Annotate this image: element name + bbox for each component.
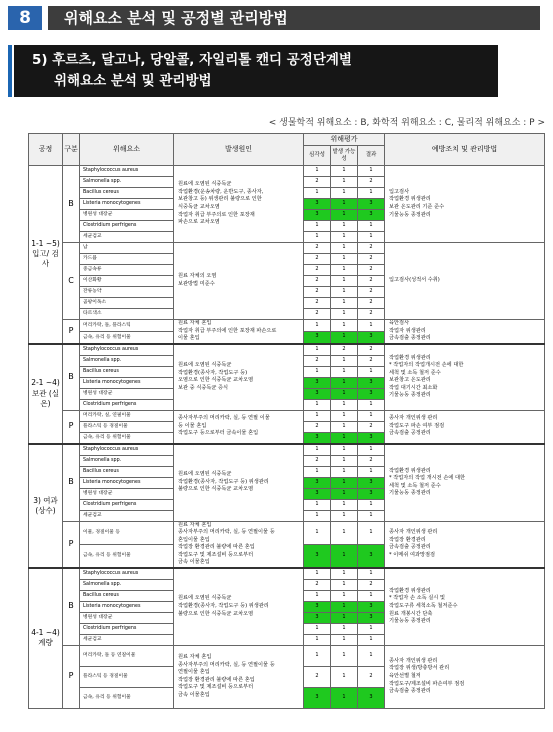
hazard-name-cell: Salmonella spp. <box>80 355 174 366</box>
likelihood-cell: 1 <box>331 488 358 499</box>
cause-cell: 종사자부주의 머리카락, 실, 등 연필 이물 등 이물 혼입 작업도구 등으로부터 금속이물 혼입 <box>174 410 304 444</box>
subsection-title-box <box>14 45 498 97</box>
result-cell: 1 <box>358 410 385 421</box>
result-cell: 1 <box>358 568 385 580</box>
table-row <box>29 410 545 421</box>
severity-cell: 1 <box>304 466 331 477</box>
table-row <box>29 444 545 456</box>
measure-cell: 작업환경 위생관리 * 작업자의 작업개시전 손에 대한 세척 및 소독 철저 준수 보관창고 온도관리 작업 대기시간 최소화 기물능동 종정관리 <box>385 344 545 411</box>
hazard-name-cell: Staphylococcus aureus <box>80 568 174 580</box>
result-cell: 1 <box>358 444 385 456</box>
likelihood-cell: 1 <box>331 510 358 521</box>
table-body <box>29 166 545 709</box>
result-cell: 3 <box>358 377 385 388</box>
result-cell: 1 <box>358 623 385 634</box>
result-cell: 3 <box>358 488 385 499</box>
severity-cell: 2 <box>304 298 331 309</box>
likelihood-cell: 1 <box>331 377 358 388</box>
hazard-name-cell: Salmonella spp. <box>80 455 174 466</box>
result-cell: 1 <box>358 521 385 544</box>
measure-cell: 작업환경 위생관리 * 작업자의 작업 개시전 손에 대한 세척 및 소독 철저 준수 기물능동 종정관리 <box>385 444 545 522</box>
cause-cell: 원료 자체 혼입 종사자부주의 머리카락, 실, 등 연필이물 등 연필이물 혼입 작업장 환경관리 불량에 따른 혼입 작업도구 및 제조설비 등으로부터 금속 이물혼입 <box>174 645 304 708</box>
hazard-name-cell: Salmonella spp. <box>80 579 174 590</box>
severity-cell: 2 <box>304 455 331 466</box>
subsection-header <box>8 45 538 97</box>
measure-cell: 입고검사(성적서 수취) <box>385 243 545 320</box>
header-cause: 발생원인 <box>174 134 304 166</box>
hazard-name-cell: Staphylococcus aureus <box>80 344 174 356</box>
severity-cell: 1 <box>304 188 331 199</box>
table-row <box>29 344 545 356</box>
subsection-title-line1: 5) 후르츠, 달고나, 당알콜, 자일리톨 캔디 공정단계별 <box>32 52 352 68</box>
likelihood-cell: 1 <box>331 421 358 432</box>
severity-cell: 2 <box>304 579 331 590</box>
cause-cell: 원료 자체 혼입 작업자 취급 부주의에 인한 포장재 파손으로 이물 혼입 <box>174 320 304 344</box>
severity-cell: 1 <box>304 166 331 177</box>
severity-cell: 1 <box>304 645 331 666</box>
hazard-name-cell: Bacillus cereus <box>80 188 174 199</box>
result-cell: 2 <box>358 421 385 432</box>
table-row <box>29 521 545 544</box>
hazard-class-cell: B <box>63 444 80 522</box>
likelihood-cell: 1 <box>331 320 358 332</box>
severity-cell: 2 <box>304 309 331 320</box>
likelihood-cell: 1 <box>331 166 358 177</box>
hazard-name-cell: 타르색소 <box>80 309 174 320</box>
cause-cell: 원료에 오염된 식중독균 작업환경(종사자, 작업도구 등) 위생관리 불량으로 인한 식중독균 교차오염 <box>174 444 304 522</box>
hazard-name-cell: Listeria monocytogenes <box>80 477 174 488</box>
process-stage-cell: 1-1 ~5) 입고/ 검사 <box>29 166 63 344</box>
table-row <box>29 320 545 332</box>
section-title: 위해요소 분석 및 공정별 관리방법 <box>48 6 540 30</box>
severity-cell: 1 <box>304 344 331 356</box>
hazard-class-cell: P <box>63 521 80 568</box>
severity-cell: 3 <box>304 687 331 708</box>
likelihood-cell: 1 <box>331 499 358 510</box>
likelihood-cell: 1 <box>331 298 358 309</box>
cause-cell: 원료 자체 혼입 종사자부주의 머리카락, 실, 등 연필이물 등 혼입이물 혼입 작업장 환경관리 불량에 따른 혼입 작업도구 및 제조설비 등으로부터 금속 이물혼입 <box>174 521 304 568</box>
table-row <box>29 568 545 580</box>
hazard-name-cell: 플라스틱 등 경질이물 <box>80 666 174 687</box>
hazard-legend: < 생물학적 위해요소 : B, 화학적 위해요소 : C, 물리적 위해요소 : P > <box>268 118 545 128</box>
severity-cell: 1 <box>304 510 331 521</box>
hazard-class-cell: B <box>63 568 80 646</box>
likelihood-cell: 1 <box>331 579 358 590</box>
likelihood-cell: 1 <box>331 568 358 580</box>
likelihood-cell: 1 <box>331 477 358 488</box>
hazard-name-cell: Bacillus cereus <box>80 366 174 377</box>
likelihood-cell: 1 <box>331 410 358 421</box>
result-cell: 1 <box>358 634 385 645</box>
severity-cell: 1 <box>304 634 331 645</box>
severity-cell: 2 <box>304 276 331 287</box>
likelihood-cell: 1 <box>331 287 358 298</box>
likelihood-cell: 1 <box>331 634 358 645</box>
process-stage-cell: 4-1 ~4) 계량 <box>29 568 63 709</box>
hazard-name-cell: 금속, 유리 등 위험이물 <box>80 544 174 567</box>
hazard-name-cell: 세균검교 <box>80 510 174 521</box>
severity-cell: 1 <box>304 444 331 456</box>
result-cell: 1 <box>358 366 385 377</box>
severity-cell: 2 <box>304 421 331 432</box>
subsection-accent-bar <box>8 45 12 97</box>
hazard-name-cell: 금속, 유리 등 위험이물 <box>80 432 174 444</box>
subsection-title-line2: 위해요소 분석 및 관리방법 <box>54 73 212 89</box>
likelihood-cell: 1 <box>331 254 358 265</box>
cause-cell: 원료에 오염된 식중독균 작업환경(종사자, 작업도구 등) 위생관리 불량으로 인한 식중독균 교차오염 <box>174 568 304 646</box>
hazard-name-cell: 금속, 유리 등 위험이물 <box>80 687 174 708</box>
hazard-name-cell: Bacillus cereus <box>80 590 174 601</box>
severity-cell: 3 <box>304 544 331 567</box>
severity-cell: 1 <box>304 590 331 601</box>
likelihood-cell: 1 <box>331 444 358 456</box>
severity-cell: 1 <box>304 410 331 421</box>
result-cell: 1 <box>358 466 385 477</box>
result-cell: 3 <box>358 601 385 612</box>
result-cell: 1 <box>358 188 385 199</box>
severity-cell: 2 <box>304 254 331 265</box>
hazard-name-cell: Clostridium perfrigens <box>80 623 174 634</box>
severity-cell: 1 <box>304 399 331 410</box>
section-header <box>0 0 553 32</box>
likelihood-cell: 1 <box>331 687 358 708</box>
hazard-name-cell: 곰팡이독소 <box>80 298 174 309</box>
severity-cell: 3 <box>304 377 331 388</box>
likelihood-cell: 1 <box>331 612 358 623</box>
measure-cell: 작업환경 위생관리 * 작업자 손 소독 실시 및 작업도구류 세척소독 철저준수 원료 개봉시간 단축 기물능동 종정관리 <box>385 568 545 646</box>
result-cell: 3 <box>358 477 385 488</box>
severity-cell: 2 <box>304 666 331 687</box>
hazard-name-cell: 중금속류 <box>80 265 174 276</box>
header-hazard: 위해요소 <box>80 134 174 166</box>
result-cell: 1 <box>358 221 385 232</box>
header-measure: 예방조치 및 관리방법 <box>385 134 545 166</box>
likelihood-cell: 1 <box>331 388 358 399</box>
header-process: 공정 <box>29 134 63 166</box>
result-cell: 3 <box>358 388 385 399</box>
hazard-name-cell: 세균검교 <box>80 634 174 645</box>
header-evaluation: 위해평가 <box>304 134 385 146</box>
hazard-analysis-table <box>28 133 545 709</box>
result-cell: 2 <box>358 276 385 287</box>
hazard-name-cell: 금속, 유리 등 위험이물 <box>80 331 174 343</box>
likelihood-cell: 1 <box>331 645 358 666</box>
result-cell: 1 <box>358 499 385 510</box>
result-cell: 2 <box>358 666 385 687</box>
process-stage-cell: 3) 여과 (상수) <box>29 444 63 568</box>
likelihood-cell: 1 <box>331 276 358 287</box>
result-cell: 2 <box>358 309 385 320</box>
hazard-name-cell: 잔류농약 <box>80 287 174 298</box>
likelihood-cell: 2 <box>331 344 358 356</box>
hazard-class-cell: P <box>63 645 80 708</box>
hazard-name-cell: Bacillus cereus <box>80 466 174 477</box>
likelihood-cell: 1 <box>331 544 358 567</box>
result-cell: 1 <box>358 645 385 666</box>
likelihood-cell: 1 <box>331 623 358 634</box>
result-cell: 1 <box>358 399 385 410</box>
hazard-name-cell: 플라스틱 등 경질이물 <box>80 421 174 432</box>
section-number: 8 <box>8 6 42 30</box>
cause-cell: 원료 자체의 오염 보관방법 미준수 <box>174 243 304 320</box>
result-cell: 1 <box>358 590 385 601</box>
result-cell: 2 <box>358 287 385 298</box>
hazard-class-cell: P <box>63 320 80 344</box>
hazard-class-cell: P <box>63 410 80 444</box>
header-likelihood: 발생 가능성 <box>331 146 358 166</box>
likelihood-cell: 1 <box>331 232 358 243</box>
severity-cell: 3 <box>304 210 331 221</box>
severity-cell: 1 <box>304 221 331 232</box>
hazard-name-cell: Listeria monocytogenes <box>80 601 174 612</box>
result-cell: 2 <box>358 455 385 466</box>
hazard-name-cell: Clostridium perfrigens <box>80 221 174 232</box>
result-cell: 2 <box>358 243 385 254</box>
result-cell: 3 <box>358 199 385 210</box>
hazard-name-cell: 병원성 대장균 <box>80 210 174 221</box>
severity-cell: 2 <box>304 243 331 254</box>
result-cell: 2 <box>358 177 385 188</box>
result-cell: 3 <box>358 612 385 623</box>
hazard-name-cell: Staphylococcus aureus <box>80 444 174 456</box>
result-cell: 3 <box>358 687 385 708</box>
likelihood-cell: 1 <box>331 399 358 410</box>
likelihood-cell: 1 <box>331 432 358 444</box>
likelihood-cell: 1 <box>331 188 358 199</box>
severity-cell: 1 <box>304 232 331 243</box>
severity-cell: 1 <box>304 366 331 377</box>
likelihood-cell: 1 <box>331 243 358 254</box>
severity-cell: 3 <box>304 199 331 210</box>
hazard-name-cell: 머리카락, 돌 등 연질이물 <box>80 645 174 666</box>
result-cell: 3 <box>358 544 385 567</box>
result-cell: 1 <box>358 166 385 177</box>
severity-cell: 2 <box>304 177 331 188</box>
severity-cell: 1 <box>304 521 331 544</box>
measure-cell: 육안검사 작업자 위생관리 금속검출 종정관리 <box>385 320 545 344</box>
cause-cell: 원료에 오염된 식중독균 작업환경(종사자, 작업도구 등) 오염으로 인한 식중독균 교차오염 보관 중 식중독균 증식 <box>174 344 304 411</box>
hazard-name-cell: 세균검교 <box>80 232 174 243</box>
hazard-name-cell: 병원성 대장균 <box>80 488 174 499</box>
cause-cell: 원료에 오염된 식중독균 작업환경(운송차량, 운반도구, 종사자, 보관창고 등) 위생관리 불량으로 인한 식중독균 교차오염 작업자 취급 부주의로 인한 포장재 파손으로 교차오염 <box>174 166 304 243</box>
measure-cell: 종사자 개인위생 관리 작업장 위생/방충방서 관리 육안선별 철저 작업도구/제조설비 파손여부 점검 금속검출 종정관리 <box>385 645 545 708</box>
hazard-name-cell: 병원성 대장균 <box>80 388 174 399</box>
likelihood-cell: 1 <box>331 521 358 544</box>
likelihood-cell: 1 <box>331 177 358 188</box>
likelihood-cell: 1 <box>331 221 358 232</box>
hazard-name-cell: 카드뮴 <box>80 254 174 265</box>
severity-cell: 3 <box>304 432 331 444</box>
table-row <box>29 243 545 254</box>
likelihood-cell: 1 <box>331 265 358 276</box>
hazard-name-cell: 머리카락, 돌, 플라스틱 <box>80 320 174 332</box>
header-severity: 심각성 <box>304 146 331 166</box>
hazard-name-cell: 병원성 대장균 <box>80 612 174 623</box>
result-cell: 1 <box>358 232 385 243</box>
result-cell: 2 <box>358 579 385 590</box>
severity-cell: 3 <box>304 601 331 612</box>
hazard-name-cell: Clostridium perfrigens <box>80 499 174 510</box>
hazard-name-cell: Listeria monocytogenes <box>80 199 174 210</box>
measure-cell: 종사자 개인위생 관리 작업도구 파손 여부 점검 금속검출 공정관리 <box>385 410 545 444</box>
severity-cell: 3 <box>304 612 331 623</box>
severity-cell: 2 <box>304 355 331 366</box>
result-cell: 1 <box>358 320 385 332</box>
severity-cell: 2 <box>304 265 331 276</box>
hazard-name-cell: Clostridium perfrigens <box>80 399 174 410</box>
likelihood-cell: 1 <box>331 666 358 687</box>
result-cell: 1 <box>358 510 385 521</box>
severity-cell: 3 <box>304 488 331 499</box>
result-cell: 2 <box>358 265 385 276</box>
severity-cell: 1 <box>304 320 331 332</box>
result-cell: 3 <box>358 331 385 343</box>
severity-cell: 1 <box>304 568 331 580</box>
result-cell: 2 <box>358 355 385 366</box>
hazard-name-cell: Salmonella spp. <box>80 177 174 188</box>
severity-cell: 3 <box>304 477 331 488</box>
result-cell: 2 <box>358 298 385 309</box>
process-stage-cell: 2-1 ~4) 보관 (실온) <box>29 344 63 444</box>
result-cell: 3 <box>358 210 385 221</box>
result-cell: 3 <box>358 432 385 444</box>
likelihood-cell: 1 <box>331 466 358 477</box>
hazard-class-cell: B <box>63 166 80 243</box>
header-class: 구분 <box>63 134 80 166</box>
hazard-class-cell: B <box>63 344 80 411</box>
severity-cell: 1 <box>304 623 331 634</box>
table-row <box>29 166 545 177</box>
likelihood-cell: 1 <box>331 590 358 601</box>
hazard-class-cell: C <box>63 243 80 320</box>
severity-cell: 2 <box>304 287 331 298</box>
likelihood-cell: 1 <box>331 331 358 343</box>
result-cell: 2 <box>358 344 385 356</box>
measure-cell: 입고검사 작업환경 위생관리 보관 온도관리 기준 준수 기물능동 종정관리 <box>385 166 545 243</box>
likelihood-cell: 1 <box>331 601 358 612</box>
likelihood-cell: 1 <box>331 199 358 210</box>
header-result: 결과 <box>358 146 385 166</box>
hazard-name-cell: 이산화황 <box>80 276 174 287</box>
hazard-name-cell: Listeria monocytogenes <box>80 377 174 388</box>
severity-cell: 3 <box>304 331 331 343</box>
severity-cell: 1 <box>304 499 331 510</box>
likelihood-cell: 1 <box>331 355 358 366</box>
severity-cell: 3 <box>304 388 331 399</box>
hazard-name-cell: 납 <box>80 243 174 254</box>
hazard-name-cell: Staphylococcus aureus <box>80 166 174 177</box>
likelihood-cell: 1 <box>331 455 358 466</box>
measure-cell: 종사자 개인위생 관리 작업장 환경관리 금속검출 공정관리 * 이메쉬 여과망점검 <box>385 521 545 568</box>
likelihood-cell: 1 <box>331 210 358 221</box>
likelihood-cell: 1 <box>331 366 358 377</box>
hazard-name-cell: 이물, 경질이물 등 <box>80 521 174 544</box>
result-cell: 2 <box>358 254 385 265</box>
hazard-name-cell: 머리카락, 실, 연필이물 <box>80 410 174 421</box>
table-row <box>29 645 545 666</box>
likelihood-cell: 1 <box>331 309 358 320</box>
